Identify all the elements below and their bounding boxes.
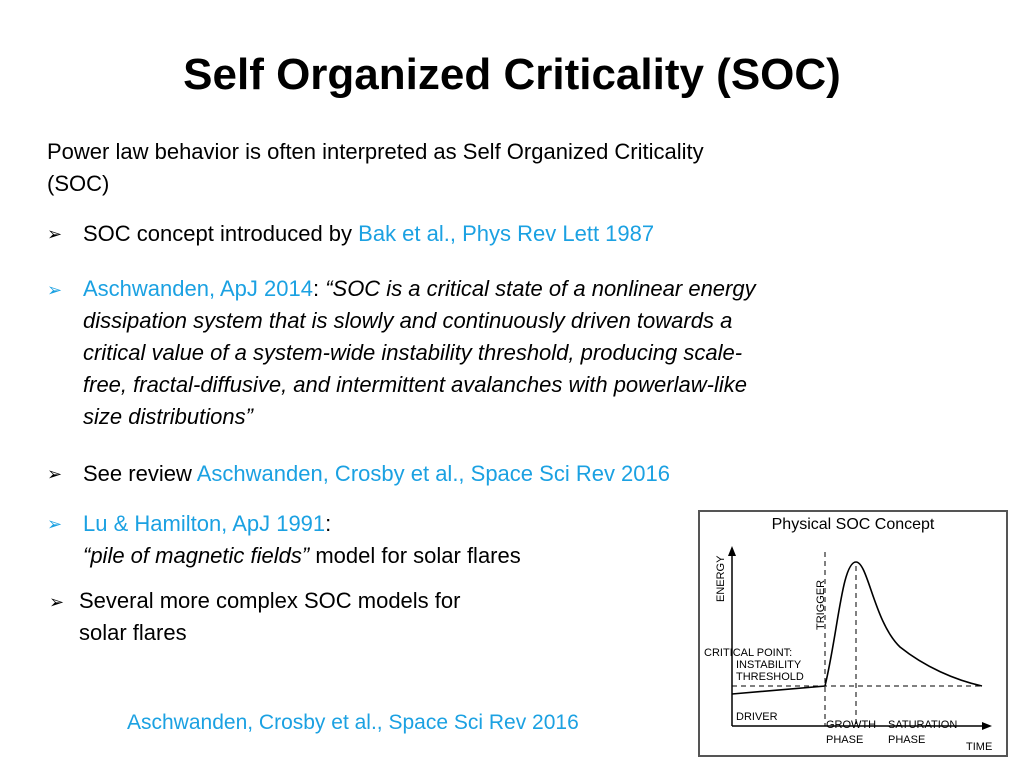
slide-title: Self Organized Criticality (SOC) xyxy=(183,50,841,99)
soc-definition-line: dissipation system that is slowly and continuously driven towards a xyxy=(83,308,733,333)
soc-definition-line: “SOC is a critical state of a nonlinear energy xyxy=(325,276,756,301)
time-axis-arrow-icon xyxy=(982,722,992,730)
time-label: TIME xyxy=(966,741,993,753)
saturation-label: SATURATION xyxy=(888,719,958,731)
soc-diagram xyxy=(700,512,1006,755)
driver-label: DRIVER xyxy=(736,711,778,723)
soc-definition-line: critical value of a system-wide instability threshold, producing scale- xyxy=(83,340,743,365)
trigger-label: TRIGGER xyxy=(815,579,827,630)
bullet-5-line-1: Several more complex SOC models for xyxy=(79,588,461,613)
growth-phase-label: PHASE xyxy=(826,734,864,746)
bullet-3 xyxy=(83,458,670,490)
bullet-1 xyxy=(83,218,654,250)
figure-title: Physical SOC Concept xyxy=(771,516,935,533)
energy-label: ENERGY xyxy=(715,555,727,602)
bullet-4-colon: : xyxy=(325,511,332,536)
soc-definition-line: size distributions” xyxy=(83,404,253,429)
soc-definition-line: free, fractal-diffusive, and intermittent avalanches with powerlaw-like xyxy=(83,372,747,397)
threshold-label: THRESHOLD xyxy=(736,671,804,683)
instability-label: INSTABILITY xyxy=(736,659,802,671)
saturation-phase-label: PHASE xyxy=(888,734,926,746)
intro-line-1: Power law behavior is often interpreted as Self Organized Criticality xyxy=(47,139,704,164)
bullet-3-text: See review xyxy=(83,461,197,486)
critical-point-label: CRITICAL POINT: xyxy=(704,647,793,659)
arrow-bullet-icon: ➢ xyxy=(49,592,65,612)
arrow-bullet-icon: ➢ xyxy=(47,514,63,534)
lu-hamilton-link[interactable]: Lu & Hamilton, ApJ 1991 xyxy=(83,511,326,536)
bullet-4 xyxy=(83,508,521,572)
aschwanden-2014-link[interactable]: Aschwanden, ApJ 2014 xyxy=(83,276,313,301)
bullet-5 xyxy=(79,585,460,649)
bullet-2-colon: : xyxy=(312,276,326,301)
bullet-1-text: SOC concept introduced by xyxy=(83,221,359,246)
citation-link[interactable]: Aschwanden, Crosby et al., Space Sci Rev 2016 xyxy=(127,711,579,734)
bak-reference-link[interactable]: Bak et al., Phys Rev Lett 1987 xyxy=(358,221,655,246)
soc-concept-figure xyxy=(698,510,1008,757)
bullet-4-rest: model for solar flares xyxy=(309,543,521,568)
intro-line-2: (SOC) xyxy=(47,171,110,196)
bullet-2 xyxy=(83,273,756,433)
arrow-bullet-icon: ➢ xyxy=(47,224,63,244)
arrow-bullet-icon: ➢ xyxy=(47,464,63,484)
bullet-5-line-2: solar flares xyxy=(79,620,187,645)
energy-axis-arrow-icon xyxy=(728,546,736,556)
review-reference-link[interactable]: Aschwanden, Crosby et al., Space Sci Rev 2016 xyxy=(196,461,670,486)
pile-quote: “pile of magnetic fields” xyxy=(83,543,310,568)
arrow-bullet-icon: ➢ xyxy=(47,280,63,300)
growth-label: GROWTH xyxy=(826,719,877,731)
